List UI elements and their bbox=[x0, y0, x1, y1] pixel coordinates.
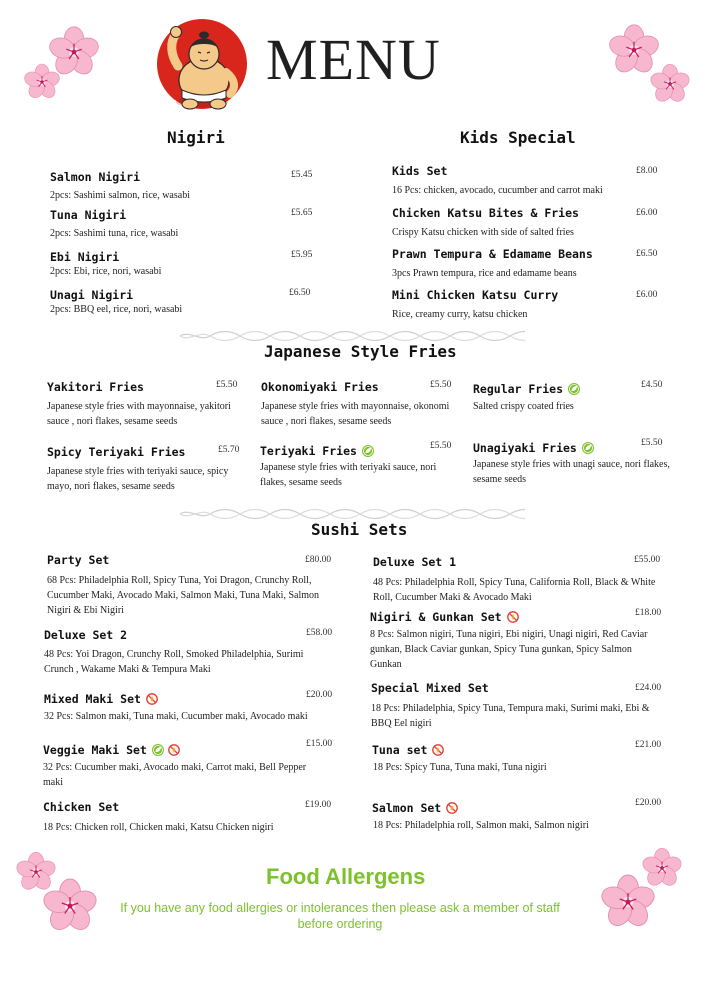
menu-item-desc: Crispy Katsu chicken with side of salted fries bbox=[392, 227, 574, 238]
menu-item-name: Prawn Tempura & Edamame Beans bbox=[392, 247, 593, 261]
menu-item-name: Deluxe Set 2 bbox=[44, 628, 128, 642]
menu-item-desc: Salted crispy coated fries bbox=[473, 401, 574, 412]
cherry-blossom-icon bbox=[40, 876, 100, 936]
cherry-blossom-icon bbox=[598, 872, 658, 932]
menu-item-desc: 48 Pcs: Yoi Dragon, Crunchy Roll, Smoked Philadelphia, Surimi Crunch , Wakame Maki & Tempura Maki bbox=[44, 649, 304, 675]
menu-item-price: £5.45 bbox=[291, 170, 313, 180]
vegetarian-icon bbox=[581, 441, 595, 455]
menu-item-desc: 18 Pcs: Spicy Tuna, Tuna maki, Tuna nigiri bbox=[373, 762, 547, 773]
menu-item-price: £18.00 bbox=[635, 608, 662, 618]
menu-item-desc: 2pcs: Sashimi salmon, rice, wasabi bbox=[50, 190, 190, 201]
menu-item-desc: Japanese style fries with teriyaki sauce, nori flakes, sesame seeds bbox=[260, 462, 437, 488]
menu-item-price: £21.00 bbox=[635, 740, 662, 750]
gluten-free-icon bbox=[445, 801, 459, 815]
menu-item-price: £58.00 bbox=[306, 628, 333, 638]
vegetarian-icon bbox=[567, 382, 581, 396]
menu-item-desc: Japanese style fries with mayonnaise, okonomi sauce , nori flakes, sesame seeds bbox=[261, 401, 450, 427]
menu-item-name: Salmon Set bbox=[372, 801, 442, 815]
menu-item-name: Okonomiyaki Fries bbox=[261, 380, 379, 394]
menu-item-price: £5.65 bbox=[291, 208, 313, 218]
menu-item-price: £20.00 bbox=[635, 798, 662, 808]
vegetarian-icon bbox=[361, 444, 375, 458]
menu-item-name: Regular Fries bbox=[473, 382, 564, 396]
menu-item-desc: 68 Pcs: Philadelphia Roll, Spicy Tuna, Yoi Dragon, Crunchy Roll, Cucumber Maki, Avocado Maki, Salmon Maki, Tuna Maki, Salmon Nigiri & Ebi Nigiri bbox=[47, 575, 320, 616]
menu-item-desc: Rice, creamy curry, katsu chicken bbox=[392, 309, 528, 320]
menu-item-price: £80.00 bbox=[305, 555, 332, 565]
menu-item-title-row bbox=[372, 739, 445, 758]
menu-item-name: Deluxe Set 1 bbox=[373, 555, 457, 569]
menu-item-title-row bbox=[372, 797, 459, 816]
menu-item-title-row bbox=[260, 440, 375, 459]
gluten-free-icon bbox=[145, 692, 159, 706]
menu-item-name: Yakitori Fries bbox=[47, 380, 144, 394]
menu-item-title-row bbox=[44, 688, 159, 707]
section-title-kids: Kids Special bbox=[460, 128, 576, 147]
gluten-free-icon bbox=[167, 743, 181, 757]
menu-item-price: £6.50 bbox=[289, 288, 311, 298]
menu-item-name: Party Set bbox=[47, 553, 110, 567]
menu-item-name: Nigiri & Gunkan Set bbox=[370, 610, 502, 624]
menu-item-desc: 3pcs Prawn tempura, rice and edamame beans bbox=[392, 268, 577, 279]
menu-item-desc: Japanese style fries with mayonnaise, yakitori sauce , nori flakes, sesame seeds bbox=[47, 401, 231, 427]
menu-item-name: Ebi Nigiri bbox=[50, 250, 120, 264]
gluten-free-icon bbox=[431, 743, 445, 757]
menu-item-desc: 32 Pcs: Cucumber maki, Avocado maki, Carrot maki, Bell Pepper maki bbox=[43, 762, 307, 788]
page-title: MENU bbox=[266, 27, 441, 92]
menu-item-price: £5.50 bbox=[430, 441, 452, 451]
menu-item-price: £6.50 bbox=[636, 249, 658, 259]
menu-item-desc: 2pcs: Ebi, rice, nori, wasabi bbox=[50, 266, 162, 277]
wave-divider bbox=[180, 508, 525, 520]
menu-item-price: £5.50 bbox=[216, 380, 238, 390]
menu-item-name: Mini Chicken Katsu Curry bbox=[392, 288, 559, 302]
cherry-blossom-icon bbox=[648, 62, 692, 106]
menu-item-name: Tuna Nigiri bbox=[50, 208, 127, 222]
menu-item-title-row bbox=[43, 739, 181, 758]
menu-item-desc: Japanese style fries with teriyaki sauce, spicy mayo, nori flakes, sesame seeds bbox=[47, 466, 229, 492]
menu-item-name: Tuna set bbox=[372, 743, 428, 757]
menu-item-name: Special Mixed Set bbox=[371, 681, 489, 695]
menu-item-name: Chicken Set bbox=[43, 800, 120, 814]
menu-item-name: Spicy Teriyaki Fries bbox=[47, 445, 186, 459]
menu-item-name: Salmon Nigiri bbox=[50, 170, 141, 184]
menu-item-desc: 16 Pcs: chicken, avocado, cucumber and carrot maki bbox=[392, 185, 603, 196]
section-title-fries: Japanese Style Fries bbox=[264, 342, 457, 361]
cherry-blossom-icon bbox=[22, 62, 62, 102]
menu-item-price: £5.50 bbox=[430, 380, 452, 390]
menu-item-name: Mixed Maki Set bbox=[44, 692, 141, 706]
menu-item-price: £6.00 bbox=[636, 290, 658, 300]
allergens-text: If you have any food allergies or intolerances then please ask a member of staff before ordering bbox=[120, 901, 560, 931]
menu-item-desc: 18 Pcs: Philadelphia, Spicy Tuna, Tempura maki, Surimi maki, Ebi & BBQ Eel nigiri bbox=[371, 703, 650, 729]
menu-item-name: Veggie Maki Set bbox=[43, 743, 147, 757]
menu-item-desc: 32 Pcs: Salmon maki, Tuna maki, Cucumber maki, Avocado maki bbox=[44, 711, 308, 722]
menu-item-desc: 2pcs: BBQ eel, rice, nori, wasabi bbox=[50, 304, 183, 315]
menu-item-name: Kids Set bbox=[392, 164, 448, 178]
menu-item-title-row bbox=[473, 378, 581, 397]
section-title-sushi: Sushi Sets bbox=[311, 520, 408, 539]
gluten-free-icon bbox=[506, 610, 520, 624]
menu-item-name: Chicken Katsu Bites & Fries bbox=[392, 206, 579, 220]
menu-item-price: £4.50 bbox=[641, 380, 663, 390]
menu-item-title-row bbox=[473, 437, 595, 456]
menu-item-price: £5.70 bbox=[218, 445, 240, 455]
menu-item-name: Teriyaki Fries bbox=[260, 444, 357, 458]
menu-item-desc: 48 Pcs: Philadelphia Roll, Spicy Tuna, California Roll, Black & White Roll, Cucumber Maki & Avocado Maki bbox=[373, 577, 656, 603]
menu-item-desc: 18 Pcs: Chicken roll, Chicken maki, Katsu Chicken nigiri bbox=[43, 822, 274, 833]
sumo-logo-icon bbox=[156, 14, 248, 112]
menu-item-price: £5.95 bbox=[291, 250, 313, 260]
menu-item-desc: 2pcs: Sashimi tuna, rice, wasabi bbox=[50, 228, 179, 239]
wave-divider bbox=[180, 330, 525, 342]
menu-item-price: £20.00 bbox=[306, 690, 333, 700]
menu-item-price: £6.00 bbox=[636, 208, 658, 218]
vegetarian-icon bbox=[151, 743, 165, 757]
menu-item-price: £55.00 bbox=[634, 555, 661, 565]
allergens-title: Food Allergens bbox=[266, 864, 426, 889]
menu-item-price: £19.00 bbox=[305, 800, 332, 810]
menu-item-desc: 18 Pcs: Philadelphia roll, Salmon maki, Salmon nigiri bbox=[373, 820, 589, 831]
section-title-nigiri: Nigiri bbox=[167, 128, 225, 147]
menu-item-price: £8.00 bbox=[636, 166, 658, 176]
menu-item-name: Unagi Nigiri bbox=[50, 288, 134, 302]
menu-item-price: £5.50 bbox=[641, 438, 663, 448]
menu-item-price: £15.00 bbox=[306, 739, 333, 749]
menu-item-desc: Japanese style fries with unagi sauce, nori flakes, sesame seeds bbox=[473, 459, 670, 485]
menu-item-name: Unagiyaki Fries bbox=[473, 441, 577, 455]
menu-item-desc: 8 Pcs: Salmon nigiri, Tuna nigiri, Ebi nigiri, Unagi nigiri, Red Caviar gunkan, Black Caviar gunkan, Spicy Tuna gunkan, Spicy Salmon Gunkan bbox=[370, 629, 648, 670]
menu-item-price: £24.00 bbox=[635, 683, 662, 693]
menu-item-title-row bbox=[370, 606, 520, 625]
